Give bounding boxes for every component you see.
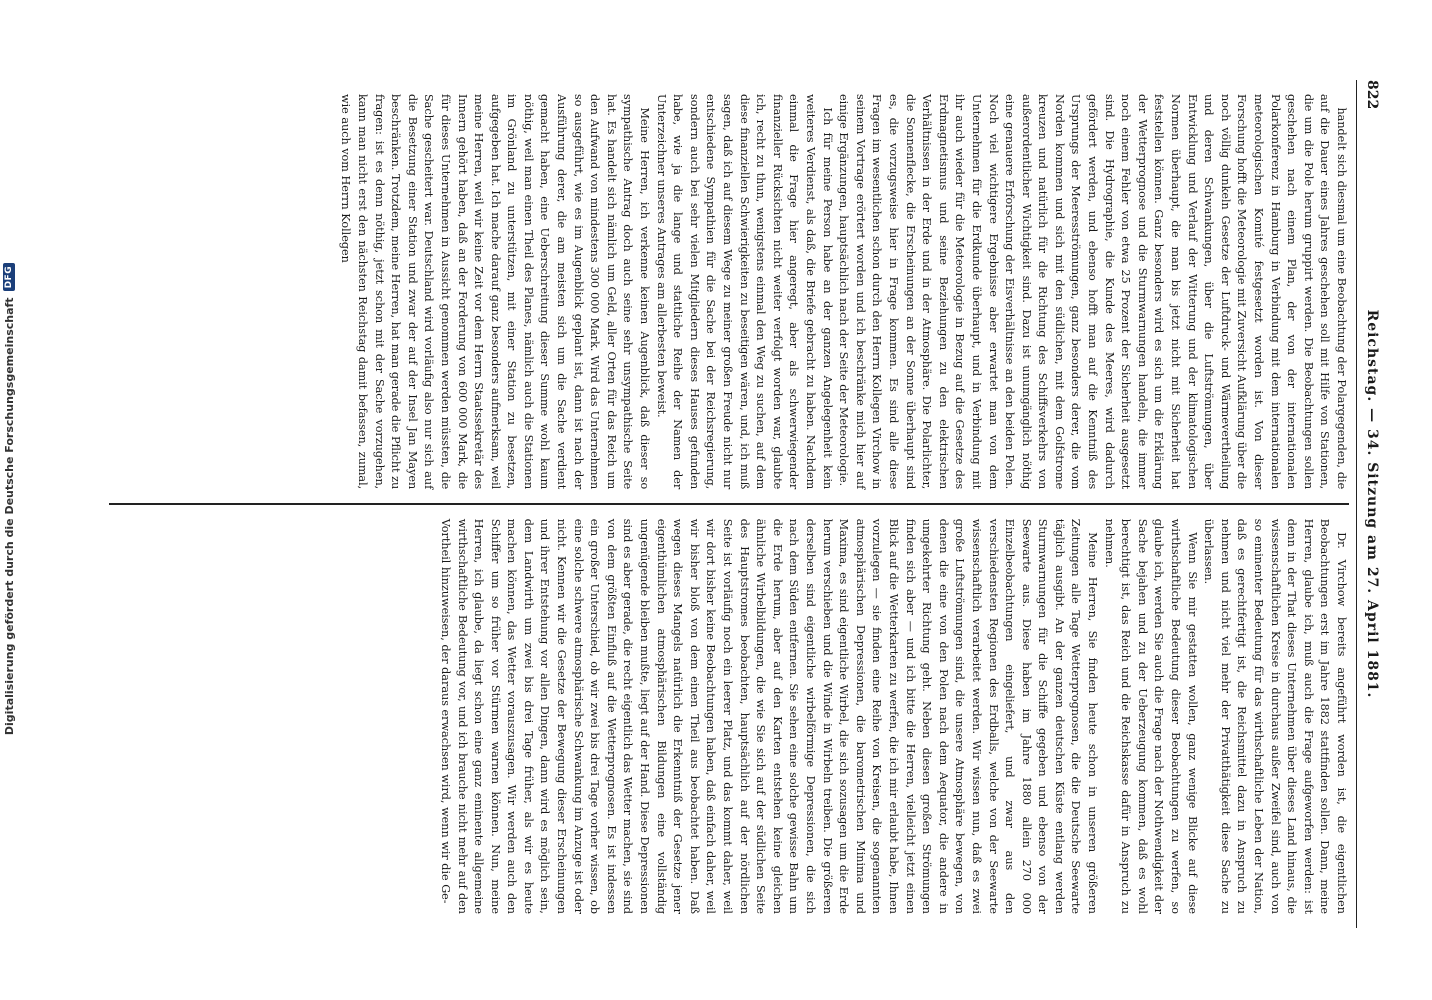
column-left: [109, 80, 1349, 503]
scanned-page-frame: [95, 60, 1395, 948]
funding-note-text: Digitalisierung gefördert durch die Deutsche Forschungsgemeinschaft: [2, 297, 16, 736]
column-right: [109, 505, 1349, 928]
paragraph: Meine Herren, ich verkenne keinen Augenblick, daß dieser so sympathische Antrag doch auch seine sehr unsympathische Seite hat. Es handelt sich nämlich um Geld, aller Orten für das Reich um den Aufwand von mindestens 300 000 Mark. Wird das Unternehmen so ausgeführt, wie es im Augenblick geplant ist, dann ist nach der Ausführung derer, die am meisten sich um die Sache verdient gemacht haben, eine Ueberschreitung dieser Summe wohl kaum nöthig, weil man einen Theil des Planes, nämlich auch die Stationen im Grönland zu unterstützen, mit einer Station zu besetzen, aufgegeben hat. Ich mache darauf ganz besonders aufmerksam, weil meine Herren, weil wir keine Zeit vor dem Herrn Staatssekretär des Innern gehört haben, daß an der Forderung von 600 000 Mark, die für dieses Unternehmen in Aussicht genommen werden müssten, die Sache gescheitert war. Deutschland wird vorläufig also nur sich auf die Besetzung einer Station und zwar der auf der Insel Jan Mayen beschränken. Trotzdem, meine Herren, hat man gerade die Pflicht zu fragen: ist es denn nöthig, jetzt schon mit der Sache vorzugehen, kann man nicht erst den nächsten Reichstag damit befassen, zumal, wie auch vom Herrn Kollegen: [339, 94, 652, 490]
funding-note: [0, 14, 20, 984]
paragraph: Ich für meine Person habe an der ganzen Angelegenheit kein weiteres Verdienst, als daß, die Briefe gebracht zu haben. Nachdem einmal die Frage hier angeregt, aber als schwerwiegender finanzieller Rücksichten nicht weiter verfolgt worden war, glaubte ich, recht zu thun, wenigstens einmal den Weg zu suchen, auf dem diese finanziellen Schwierigkeiten zu beseitigen wären, und, ich muß sagen, daß ich auf diesem Wege zu meiner großen Freude nicht nur entschiedene Sympathien für die Sache bei der Reichsregierung, sondern auch bei sehr vielen Mitgliedern dieses Hauses gefunden habe, wie ja die lange und stattliche Reihe der Namen der Unterzeichner unseres Antrages am allerbesten beweist.: [654, 94, 834, 490]
page-header: [1356, 80, 1387, 928]
text-columns: [109, 80, 1349, 928]
scanned-page: [95, 60, 1395, 948]
paragraph: Dr. Virchow bereits angeführt worden ist, die eigentlichen Beobachtungen erst im Jahre 1882 stattfinden sollen. Dann, meine Herren, glaube ich, muß auch die Frage aufgeworfen werden: ist denn in der That dieses Unternehmen über dieses Land hinaus, die wissenschaftlichen Kreise in durchaus außer Zweifel sind, auch von so eminenter Bedeutung für das wirthschaftliche Leben der Nation, daß es gerechtfertigt ist, die Reichsmittel dazu in Anspruch zu nehmen und nicht viel mehr der Privatthätigkeit diese Sache zu überlassen.: [1202, 518, 1348, 914]
dfg-logo: DFG: [3, 263, 15, 292]
running-head: Reichstag. — 34. Sitzung am 27. April 1881.: [1364, 309, 1380, 699]
footer-strip: [0, 0, 22, 1000]
paragraph: Wenn Sie mir gestatten wollen, ganz wenige Blicke auf diese wirthschaftliche Bedeutung dieser Beobachtungen zu werfen, so glaube ich, werden Sie auch die Frage nach der Nothwendigkeit der Sache bejahen und zu der Ueberzeugung kommen, daß es wohl berechtigt ist, das Reich und die Reichskasse dafür in Anspruch zu nehmen.: [1102, 518, 1199, 914]
paragraph: Meine Herren, Sie finden heute schon in unseren größeren Zeitungen alle Tage Wetterprognosen, die die Deutsche Seewarte täglich ausgibt. An der ganzen deutschen Küste entlang werden Sturmwarnungen für die Schiffe gegeben und ebenso von der Seewarte aus. Diese haben im Jahre 1880 allein 270 000 Einzelbeobachtungen eingeliefert, und zwar aus den verschiedensten Regionen des Erdballs, welche von der Seewarte wissenschaftlich verarbeitet werden. Wir wissen nun, daß es zwei große Luftströmungen sind, die unsere Atmosphäre bewegen, von denen die eine von den Polen nach dem Aequator, die andere in umgekehrter Richtung geht. Neben diesen großen Strömungen finden sich aber — und ich bitte die Herren, vielleicht jetzt einen Blick auf die Wetterkarten zu werfen, die ich mir erlaubt habe, Ihnen vorzulegen — sie finden eine Reihe von Kreisen, die sogenannten atmosphärischen Depressionen, die barometrischen Minima und Maxima, es sind eigentliche Wirbel, die sich sozusagen um die Erde herum verschieben und die Winde in Wirbeln treiben. Die größeren derselben sind eigentliche wirbelförmige Depressionen, die sich nach dem Süden entfernen. Sie sehen eine solche gewisse Bahn um die Erde herum, aber auf den Karten entstehen keine gleichen ähnliche Wirbelbildungen, die wie Sie sich auf der südlichen Seite des Hauptstromes beobachten, hauptsächlich auf der nördlichen Seite ist vorläufig noch ein leerer Platz, und das kommt daher, weil wir dort bisher keine Beobachtungen haben, daß einfach daher, weil wir bisher bloß von dem einen Theil aus beobachtet haben. Daß wegen dieses Mangels natürlich die Erkenntniß der Gesetze jener eigenthümlichen atmosphärischen Bildungen eine vollständig ungenügende bleiben mußte, liegt auf der Hand. Diese Depressionen sind es aber gerade, die recht eigentlich das Wetter machen, sie sind von dem größten Einfluß auf die Wetterprognosen. Es ist indessen ein großer Unterschied, ob wir zwei bis drei Tage vorher wissen, ob eine solche schwere atmosphärische Schwankung im Anzuge ist oder nicht. Kennen wir die Gesetze der Bewegung dieser Erscheinungen und ihrer Entstehung vor allen Dingen, dann wird es möglich sein, dem Landwirth um zwei bis drei Tage früher, als wir es heute machen können, das Wetter vorauszusagen. Wir werden auch den Schiffer um so früher vor Stürmen warnen können. Nun, meine Herren, ich glaube, da liegt schon eine ganz eminente allgemeine wirthschaftliche Bedeutung vor, und ich brauche nicht mehr auf den Vortheil hinzuweisen, der daraus erwachsen wird, wenn wir die Ge-: [438, 518, 1100, 914]
page-number: 822: [1364, 80, 1380, 110]
paragraph: handelt sich diesmal um eine Beobachtung der Polargegenden, die auf die Dauer eines Jahres geschehen soll mit Hilfe von Stationen, die um die Pole herum gruppirt werden. Die Beobachtungen sollen geschehen nach einem Plan, der von der internationalen Polarkonferenz in Hamburg in Verbindung mit dem internationalen meteorologischen Komité festgesetzt worden ist. Von dieser Forschung hofft die Meteorologie mit Zuversicht Aufklärung über die noch völlig dunkeln Gesetze der Luftdruck- und Wärmevertheilung und deren Schwankungen, über die Luftströmungen, über Entwicklung und Verlauf der Witterung und der klimatologischen Normen überhaupt, die man bis jetzt nicht mit Sicherheit hat feststellen können. Ganz besonders wird es sich um die Erklärung der Wetterprognose und die Sturmwarnungen handeln, die immer noch einem Fehler von etwa 25 Prozent der Sicherheit ausgesetzt sind. Die Hydrographie, die Kunde des Meeres, wird dadurch gefördert werden, und ebenso hofft man auf die Kenntniß des Ursprungs der Meeresströmungen, ganz besonders derer, die vom Norden kommen und sich mit den südlichen, mit dem Golfstrome kreuzen und natürlich für die Richtung des Schiffsverkehrs von außerordentlicher Wichtigkeit sind. Dazu ist unumgänglich nöthig eine genauere Erforschung der Eisverhältnisse an den beiden Polen. Noch viel wichtigere Ergebnisse aber erwartet man von dem Unternehmen für die Erdkunde überhaupt, und in Verbindung mit ihr auch wieder für die Meteorologie in Bezug auf die Gesetze des Erdmagnetismus und seine Beziehungen zu den elektrischen Verhältnissen in der Erde und in der Atmosphäre. Die Polarlichter, die Sonnenflecke, die Erscheinungen an der Sonne überhaupt sind es, die vorzugsweise hier in Frage kommen. Es sind alle diese Fragen im wesentlichen schon durch den Herrn Kollegen Virchow in seinem Vortrage erörtert worden und ich beschränke mich hier auf einige Ergänzungen, hauptsächlich nach der Seite der Meteorologie.: [837, 94, 1348, 490]
